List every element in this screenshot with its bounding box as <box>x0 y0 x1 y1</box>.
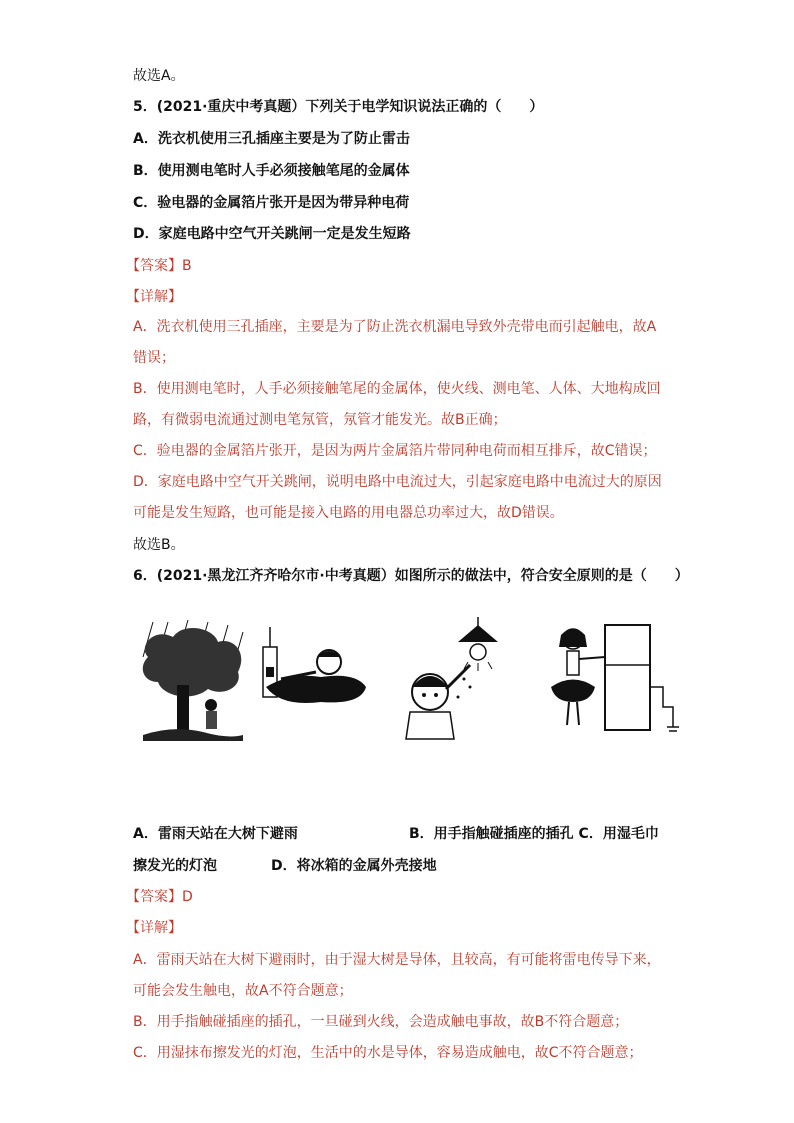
q5-detail-line-1: A．洗衣机使用三孔插座，主要是为了防止洗衣机漏电导致外壳带电而引起触电，故A <box>133 319 657 335</box>
q5-option-c: C．验电器的金属箔片张开是因为带异种电荷 <box>133 195 410 211</box>
q6-detail-line-4: C．用湿抹布擦发光的灯泡，生活中的水是导体，容易造成触电，故C不符合题意； <box>133 1045 643 1061</box>
q6-detail-line-3: B．用手指触碰插座的插孔，一旦碰到火线，会造成触电事故，故B不符合题意； <box>133 1014 629 1030</box>
q5-detail-label: 【详解】 <box>126 289 182 305</box>
q5-detail-line-7: 可能是发生短路，也可能是接入电路的用电器总功率过大，故D错误。 <box>133 505 564 521</box>
tree-in-rain-illustration <box>133 617 253 745</box>
q5-detail-line-6: D．家庭电路中空气开关跳闸，说明电路中电流过大，引起家庭电路中电流过大的原因 <box>133 474 662 490</box>
q5-option-b: B．使用测电笔时人手必须接触笔尾的金属体 <box>133 163 410 179</box>
q6-detail-label: 【详解】 <box>126 920 182 936</box>
q5-option-a: A．洗衣机使用三孔插座主要是为了防止雷击 <box>133 131 410 147</box>
child-wiping-lamp-illustration <box>398 617 518 745</box>
q6-option-a: A．雷雨天站在大树下避雨 <box>133 826 298 842</box>
question-5-stem: 5．(2021·重庆中考真题）下列关于电学知识说法正确的（ ） <box>133 99 544 115</box>
child-touching-socket-illustration <box>261 617 371 745</box>
q6-detail-line-1: A．雷雨天站在大树下避雨时，由于湿大树是导体，且较高，有可能将雷电传导下来， <box>133 952 661 968</box>
q5-conclusion: 故选B。 <box>133 537 185 553</box>
top-conclusion: 故选A。 <box>133 68 185 84</box>
q6-answer: 【答案】D <box>126 889 193 905</box>
q5-answer: 【答案】B <box>126 258 192 274</box>
refrigerator-grounded-illustration <box>543 617 693 745</box>
q6-option-d: D．将冰箱的金属外壳接地 <box>271 858 437 874</box>
q5-detail-line-2: 错误； <box>133 350 175 366</box>
q5-detail-line-5: C．验电器的金属箔片张开，是因为两片金属箔片带同种电荷而相互排斥，故C错误； <box>133 443 657 459</box>
q5-option-d: D．家庭电路中空气开关跳闸一定是发生短路 <box>133 226 411 242</box>
q6-illustrations <box>133 617 693 747</box>
q5-detail-line-4: 路，有微弱电流通过测电笔氖管，氖管才能发光。故B正确； <box>133 412 507 428</box>
q6-option-c-continued: 擦发光的灯泡 <box>133 858 217 874</box>
q5-detail-line-3: B．使用测电笔时，人手必须接触笔尾的金属体，使火线、测电笔、人体、大地构成回 <box>133 381 661 397</box>
q6-detail-line-2: 可能会发生触电，故A不符合题意； <box>133 983 353 999</box>
q6-option-bc: B．用手指触碰插座的插孔 C．用湿毛巾 <box>409 826 659 842</box>
question-6-stem: 6．(2021·黑龙江齐齐哈尔市·中考真题）如图所示的做法中，符合安全原则的是（ ） <box>133 568 689 584</box>
